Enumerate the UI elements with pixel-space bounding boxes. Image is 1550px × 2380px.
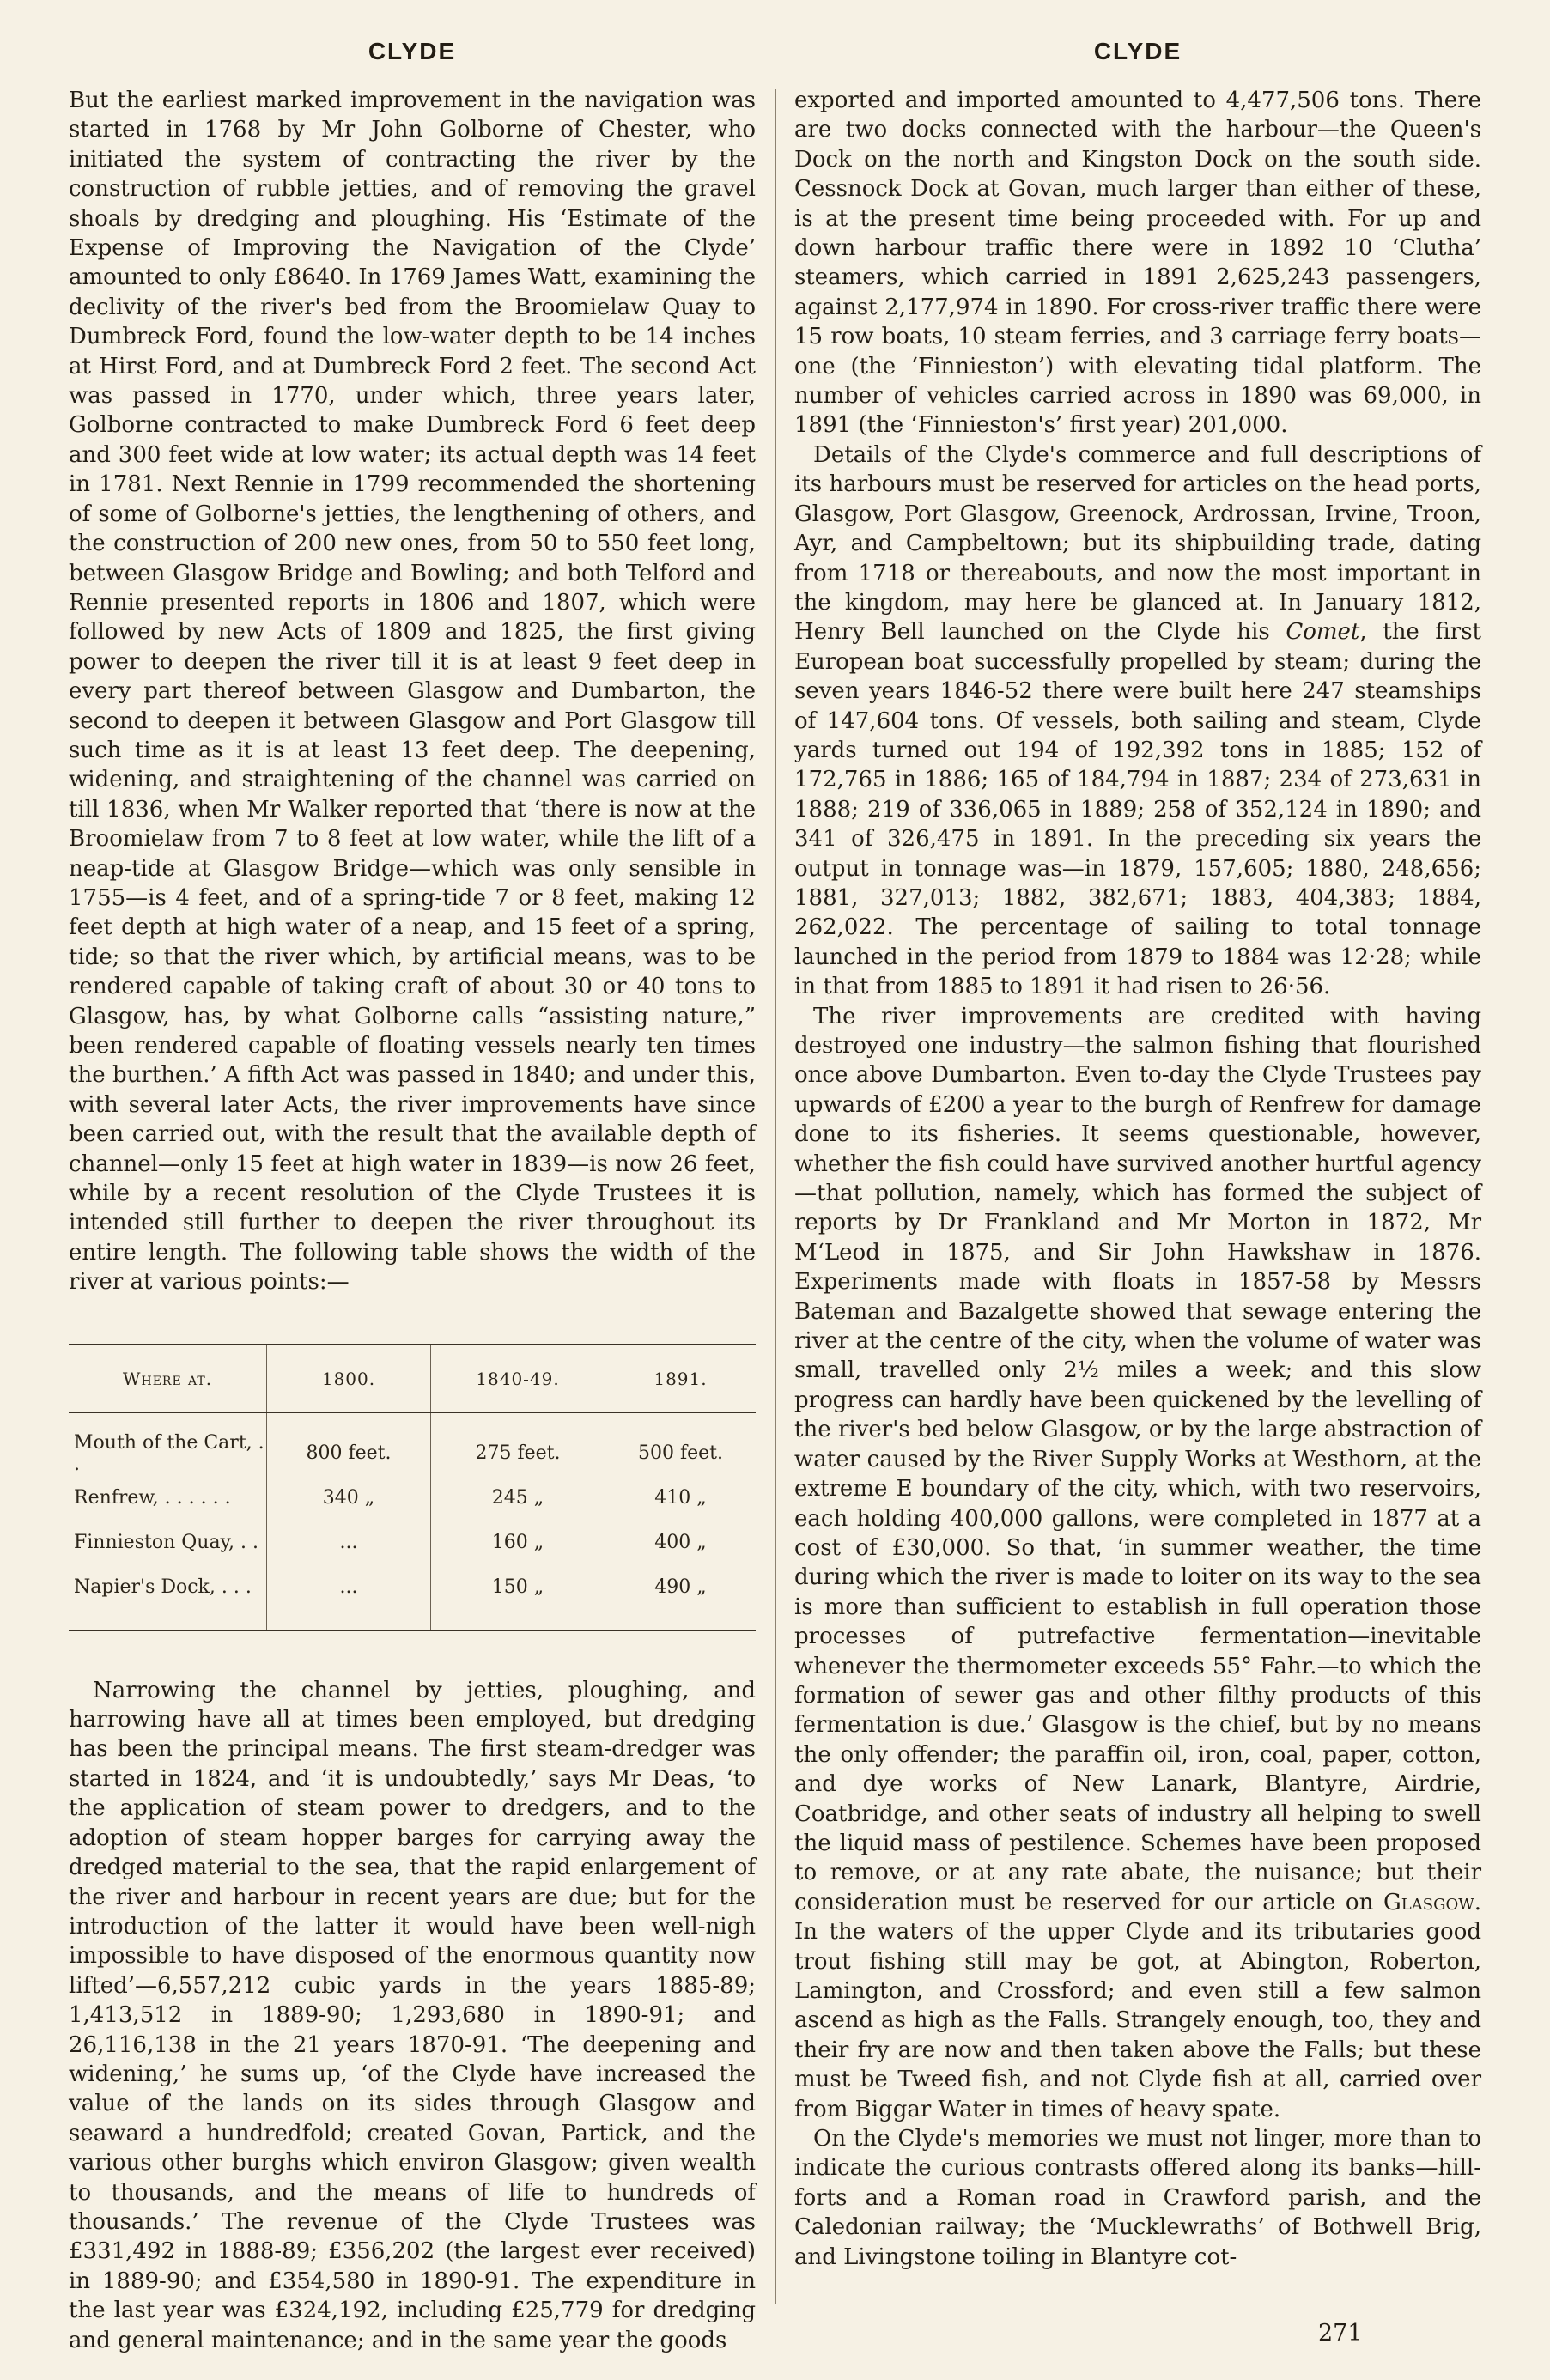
paragraph-dredging: Narrowing the channel by jetties, ploughing, and harrowing have all at times been employed, but dredging has been the principal means. The first steam-dredger was started in 1824, and ‘it is undoubtedly,’ says Mr Deas, ‘to the application of steam power to dredgers, and to the adoption of steam hopper barges for carrying away the dredged material to the sea, that the rapid enlargement of the river and harbour in recent years are due; but for the introduction of the latter it would have been well-nigh impossible to have disposed of the enormous quantity now lifted’—6,557,212 cubic yards in the years 1885-89; 1,413,512 in 1889-90; 1,293,680 in 1890-91; and 26,116,138 in the 21 years 1870-91. ‘The deepening and widening,’ he sums up, ‘of the Clyde have increased the value of the lands on its sides through Glasgow and seaward a hundredfold; created Govan, Partick, and the various other burghs which environ Glasgow; given wealth to thousands, and the means of life to hundreds of thousands.’ The revenue of the Clyde Trustees was £331,492 in 1888-89; £356,202 (the largest ever received) in 1889-90; and £354,580 in 1890-91. The expenditure in the last year was £324,192, including £25,779 for dredging and general maintenance; and in the same year the goods (69, 1677, 756, 2353)
paragraph-shipbuilding (794, 440, 1481, 1002)
table-cell: 500 feet. (605, 1412, 757, 1476)
table-header-1840-49: 1840-49. (431, 1345, 605, 1413)
table-cell: 410 „ (605, 1476, 757, 1521)
running-head-right: CLYDE (1093, 38, 1182, 64)
table-cell: Napier's Dock, . . . (69, 1565, 267, 1630)
text-span: . In the waters of the upper Clyde and its tributaries good trout fishing still may be got, at Abington, Roberton, Lamington, and Crossford; and even still a few salmon ascend as high as the Falls. Strangely enough, too, they and their fry are now and then taken above the Falls; but these must be Tweed fish, and not Clyde fish at all, carried over from Biggar Water in times of heavy spate. (794, 1889, 1481, 2122)
cross-reference-glasgow: Glasgow (1383, 1889, 1474, 1916)
left-column (69, 86, 756, 2355)
paragraph-harbour-traffic: exported and imported amounted to 4,477,506 tons. There are two docks connected with the harbour—the Queen's Dock on the north and Kingston Dock on the south side. Cessnock Dock at Govan, much larger than either of these, is at the present time being proceeded with. For up and down harbour traffic there were in 1892 10 ‘Clutha’ steamers, which carried in 1891 2,625,243 passengers, against 2,177,974 in 1890. For cross-river traffic there were 15 row boats, 10 steam ferries, and 3 carriage ferry boats—one (the ‘Finnieston’) with elevating tidal platform. The number of vehicles carried across in 1890 was 69,000, in 1891 (the ‘Finnieston's’ first year) 201,000. (794, 88, 1481, 439)
table-cell: 490 „ (605, 1565, 757, 1630)
table-cell: Finnieston Quay, . . (74, 1532, 259, 1554)
running-head-left: CLYDE (368, 38, 457, 64)
text-span: Details of the Clyde's commerce and full descriptions of its harbours must be reserved for articles on the head ports, Glasgow, Port Glasgow, Greenock, Ardrossan, Irvine, Troon, Ayr, and Campbeltown; but its shipbuilding trade, dating from 1718 or thereabouts, and now the most important in the kingdom, may here be glanced at. In January 1812, Henry Bell launched on the Clyde his (794, 441, 1481, 646)
table-cell: ... (267, 1565, 431, 1630)
table-header-1891: 1891. (605, 1345, 757, 1413)
table-row (69, 1565, 756, 1630)
paragraph-pollution (794, 1002, 1481, 2124)
table-cell: ... (267, 1521, 431, 1565)
table-cell: 275 feet. (431, 1412, 605, 1476)
table-cell: 160 „ (431, 1521, 605, 1565)
column-divider (775, 89, 776, 2304)
paragraph-memories: On the Clyde's memories we must not linger, more than to indicate the curious contrasts offered along its banks—hill-forts and a Roman road in Crawford parish, and the Caledonian railway; the ‘Mucklewraths’ of Bothwell Brig, and Livingstone toiling in Blantyre cot- (794, 2126, 1481, 2270)
table-row (69, 1476, 756, 1521)
table-row (69, 1521, 756, 1565)
table-cell: 800 feet. (267, 1412, 431, 1476)
table-header-row (69, 1345, 756, 1413)
ship-name-comet: Comet (1286, 619, 1360, 646)
right-column (794, 86, 1481, 2272)
table-cell: 340 „ (267, 1476, 431, 1521)
table-header-where: Where at. (69, 1345, 267, 1413)
table-cell: 245 „ (431, 1476, 605, 1521)
table-cell: Mouth of the Cart, . . (74, 1431, 264, 1475)
river-width-table (69, 1344, 756, 1631)
table-cell: Renfrew, . . . . . . (74, 1487, 231, 1509)
text-span: , the first European boat successfully propelled by steam; during the seven years 1846-52 there were built here 247 steamships of 147,604 tons. Of vessels, both sailing and steam, Clyde yards turned out 194 of 192,392 tons in 1885; 152 of 172,765 in 1886; 165 of 184,794 in 1887; 234 of 273,631 in 1888; 219 of 336,065 in 1889; 258 of 352,124 in 1890; and 341 of 326,475 in 1891. In the preceding six years the output in tonnage was—in 1879, 157,605; 1880, 248,656; 1881, 327,013; 1882, 382,671; 1883, 404,383; 1884, 262,022. The percentage of sailing to total tonnage launched in the period from 1879 to 1884 was 12·28; while in that from 1885 to 1891 it had risen to 26·56. (794, 619, 1481, 1000)
text-span: The river improvements are credited with having destroyed one industry—the salmon fishing that flourished once above Dumbarton. Even to-day the Clyde Trustees pay upwards of £200 a year to the burgh of Renfrew for damage done to its fisheries. It seems questionable, however, whether the fish could have survived another hurtful agency—that pollution, namely, which has formed the subject of reports by Dr Frankland and Mr Morton in 1872, Mr M‘Leod in 1875, and Sir John Hawkshaw in 1876. Experiments made with floats in 1857-58 by Messrs Bateman and Bazalgette showed that sewage entering the river at the centre of the city, when the volume of water was small, travelled only 2½ miles a week; and this slow progress can hardly have been quickened by the levelling of the river's bed below Glasgow, or by the large abstraction of water caused by the River Supply Works at Westhorn, at the extreme E boundary of the city, which, with two reservoirs, each holding 400,000 gallons, were completed in 1877 at a cost of £30,000. So that, ‘in summer weather, the time during which the river is made to loiter on its way to the sea is more than sufficient to establish in full operation those processes of putrefactive fermentation—inevitable whenever the thermometer exceeds 55° Fahr.—to which the formation of sewer gas and other filthy products of this fermentation is due.’ Glasgow is the chief, but by no means the only offender; the paraffin oil, iron, coal, paper, cotton, and dye works of New Lanark, Blantyre, Airdrie, Coatbridge, and other seats of industry all helping to swell the liquid mass of pestilence. Schemes have been proposed to remove, or at any rate abate, the nuisance; but their consideration must be reserved for our article on (794, 1003, 1481, 1916)
table-row (69, 1412, 756, 1476)
table-header-1800: 1800. (267, 1345, 431, 1413)
table-cell: 400 „ (605, 1521, 757, 1565)
table-cell: 150 „ (431, 1565, 605, 1630)
paragraph-navigation-history: But the earliest marked improvement in the navigation was started in 1768 by Mr John Golborne of Chester, who initiated the system of contracting the river by the construction of rubble jetties, and of removing the gravel shoals by dredging and ploughing. His ‘Estimate of the Expense of Improving the Navigation of the Clyde’ amounted to only £8640. In 1769 James Watt, examining the declivity of the river's bed from the Broomielaw Quay to Dumbreck Ford, found the low-water depth to be 14 inches at Hirst Ford, and at Dumbreck Ford 2 feet. The second Act was passed in 1770, under which, three years later, Golborne contracted to make Dumbreck Ford 6 feet deep and 300 feet wide at low water; its actual depth was 14 feet in 1781. Next Rennie in 1799 recommended the shortening of some of Golborne's jetties, the lengthening of others, and the construction of 200 new ones, from 50 to 550 feet long, between Glasgow Bridge and Bowling; and both Telford and Rennie presented reports in 1806 and 1807, which were followed by new Acts of 1809 and 1825, the first giving power to deepen the river till it is at least 9 feet deep in every part thereof between Glasgow and Dumbarton, the second to deepen it between Glasgow and Port Glasgow till such time as it is at least 13 feet deep. The deepening, widening, and straightening of the channel was carried on till 1836, when Mr Walker reported that ‘there is now at the Broomielaw from 7 to 8 feet at low water, while the lift of a neap-tide at Glasgow Bridge—which was only sensible in 1755—is 4 feet, and of a spring-tide 7 or 8 feet, making 12 feet depth at high water of a neap, and 15 feet of a spring, tide; so that the river which, by artificial means, was to be rendered capable of taking craft of about 30 or 40 tons to Glasgow, has, by what Golborne calls “assisting nature,” been rendered capable of floating vessels nearly ten times the burthen.’ A fifth Act was passed in 1840; and under this, with several later Acts, the river improvements have since been carried out, with the result that the available depth of channel—only 15 feet at high water in 1839—is now 26 feet, while by a recent resolution of the Clyde Trustees it is intended still further to deepen the river throughout its entire length. The following table shows the width of the river at various points:— (69, 88, 756, 1296)
page-number: 271 (1318, 2320, 1363, 2347)
